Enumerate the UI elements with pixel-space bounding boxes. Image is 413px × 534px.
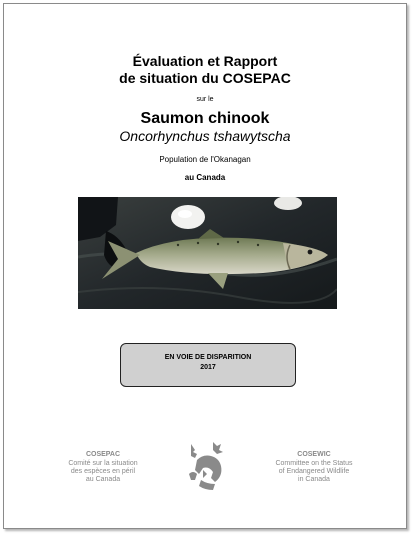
cosewic-line-1: Committee on the Status <box>275 460 353 467</box>
species-latin-name: Oncorhynchus tshawytscha <box>119 128 291 144</box>
cosepac-footer <box>48 451 158 484</box>
cosewic-line-3: in Canada <box>298 476 330 483</box>
cosepac-line-2: des espèces en péril <box>70 468 136 475</box>
species-common-name: Saumon chinook <box>140 110 270 127</box>
cosewic-line-2: of Endangered Wildlife <box>278 468 350 475</box>
connector-text: sur le <box>196 96 214 103</box>
status-year: 2017 <box>200 364 216 371</box>
cosewic-footer <box>254 451 374 484</box>
population-name: Population de l'Okanagan <box>159 155 251 164</box>
region-name: au Canada <box>184 173 226 182</box>
report-cover-page <box>3 3 407 529</box>
salmon-photo <box>78 197 337 309</box>
status-label: EN VOIE DE DISPARITION <box>164 354 252 361</box>
cosewic-abbr: COSEWIC <box>297 451 331 458</box>
cosewic-logo-icon <box>183 440 229 494</box>
cosepac-abbr: COSEPAC <box>85 451 121 458</box>
cosepac-line-1: Comité sur la situation <box>68 460 138 467</box>
status-box <box>120 343 296 387</box>
cosepac-line-3: au Canada <box>85 476 121 483</box>
report-title-line-2: de situation du COSEPAC <box>119 70 291 86</box>
report-title-line-1: Évaluation et Rapport <box>132 53 278 69</box>
